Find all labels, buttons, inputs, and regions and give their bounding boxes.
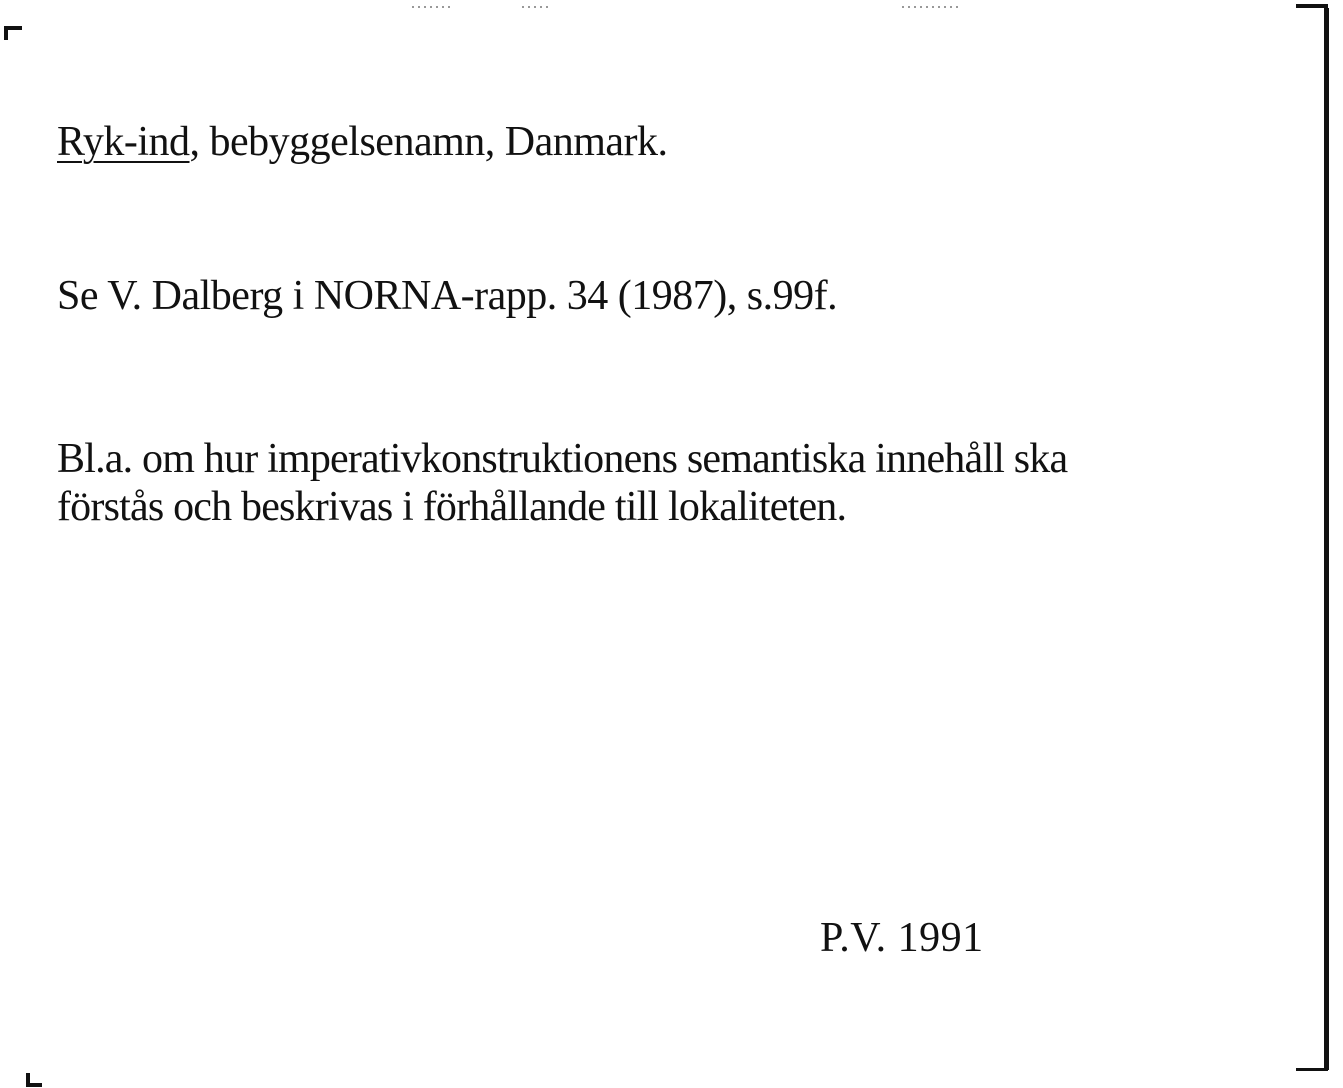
headword: Ryk-ind: [57, 119, 190, 165]
scan-noise: [900, 6, 960, 8]
signature: P.V. 1991: [820, 915, 984, 961]
card-bottom-right-edge: [1296, 1068, 1328, 1071]
card-right-edge: [1324, 8, 1329, 1070]
reference-line: Se V. Dalberg i NORNA-rapp. 34 (1987), s.99f.: [57, 273, 838, 319]
scan-noise: [410, 6, 450, 8]
scan-noise: [520, 6, 550, 8]
headword-description: , bebyggelsenamn, Danmark.: [189, 119, 668, 165]
crop-mark-top-left: [4, 26, 22, 40]
card-top-right-edge: [1296, 4, 1328, 8]
entry-heading: [57, 121, 668, 163]
crop-mark-bottom-left: [26, 1073, 42, 1087]
description-text: Bl.a. om hur imperativkonstruktionens semantiska innehåll ska förstås och beskrivas i förhållande till lokaliteten.: [57, 436, 1068, 530]
